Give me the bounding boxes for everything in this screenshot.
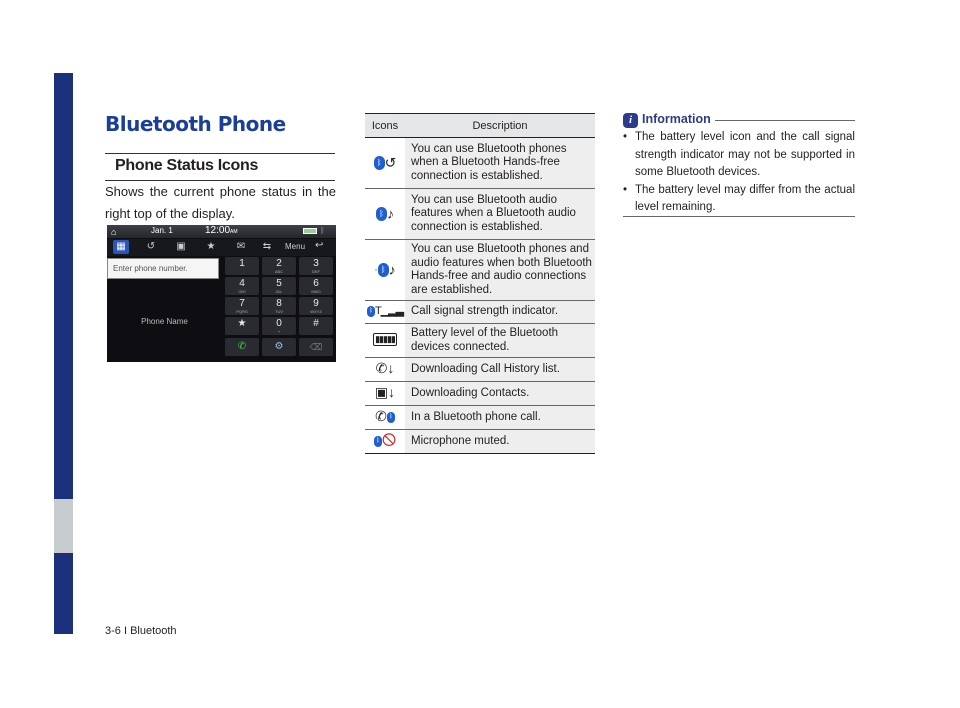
download-contacts-icon: ▣↓: [365, 382, 405, 406]
list-item: • The battery level icon and the call signal strength indicator may not be supported in some Bluetooth devices.: [623, 131, 855, 178]
key-4: 4 GHI: [225, 277, 259, 295]
menu-label: Menu: [285, 242, 306, 251]
gear-icon: ⚙: [262, 338, 296, 356]
table-cell-description: Battery level of the Bluetooth devices connected.: [405, 324, 595, 358]
table-cell-description: You can use Bluetooth phones when a Bluetooth Hands-free connection is established.: [405, 138, 595, 189]
battery-level-icon: ▮▮▮▮▮: [365, 324, 405, 358]
phone-number-placeholder: Enter phone number.: [113, 264, 188, 273]
table-cell-description: Downloading Call History list.: [405, 358, 595, 382]
home-icon: ⌂: [111, 227, 117, 237]
information-title: Information: [642, 112, 711, 126]
phone-name: Phone Name: [141, 317, 188, 326]
information-bottom-divider: [623, 216, 855, 217]
key-hash: #: [299, 317, 333, 335]
section-heading: Phone Status Icons: [115, 157, 259, 174]
status-icons-table: [365, 113, 595, 454]
status-time: 12:00AM: [205, 225, 238, 236]
dial-tab-icon: ▦: [113, 240, 129, 254]
table-cell-description: Call signal strength indicator.: [405, 301, 595, 324]
table-cell-description: You can use Bluetooth phones and audio features when both Bluetooth Hands-free and audio connections are established.: [405, 240, 595, 301]
information-divider: [715, 120, 855, 121]
table-row: [365, 138, 595, 189]
contacts-tab-icon: ▣: [176, 241, 186, 252]
bluetooth-handsfree-audio-icon: · ᛒ ♪: [365, 240, 405, 301]
table-row: [365, 406, 595, 430]
key-8: 8 TUV: [262, 297, 296, 315]
sidebar-bar: [54, 73, 73, 499]
sidebar-bar-bottom: [54, 553, 73, 634]
favorites-tab-icon: ★: [206, 241, 216, 252]
phone-number-field: [107, 258, 219, 279]
delete-icon: ⌫: [299, 338, 333, 356]
bluetooth-call-icon: ✆ ᛒ: [365, 406, 405, 430]
table-cell-description: In a Bluetooth phone call.: [405, 406, 595, 430]
key-2: 2 ABC: [262, 257, 296, 275]
signal-strength-icon: ᛒ T▁▂▃: [365, 301, 405, 324]
table-row: [365, 324, 595, 358]
status-date: Jan. 1: [151, 226, 173, 235]
key-9: 9 WXYZ: [299, 297, 333, 315]
table-row: [365, 382, 595, 406]
call-icon: ✆: [225, 338, 259, 356]
switch-device-icon: ⇆: [262, 241, 272, 252]
table-row: [365, 430, 595, 454]
key-5: 5 JKL: [262, 277, 296, 295]
back-icon: ↩: [315, 240, 324, 251]
key-1: 1: [225, 257, 259, 275]
table-cell-description: You can use Bluetooth audio features when a Bluetooth audio connection is established.: [405, 189, 595, 240]
table-row: [365, 301, 595, 324]
table-header-row: [365, 114, 595, 138]
battery-icon: [303, 228, 317, 234]
sidebar-section-marker: [54, 499, 73, 553]
bluetooth-handsfree-icon: ᛒ ↺: [365, 138, 405, 189]
table-header-icons: Icons: [365, 114, 405, 138]
key-6: 6 MNO: [299, 277, 333, 295]
page-title: Bluetooth Phone: [105, 112, 286, 136]
download-call-history-icon: ✆↓: [365, 358, 405, 382]
table-row: [365, 358, 595, 382]
table-cell-description: Downloading Contacts.: [405, 382, 595, 406]
table-header-description: Description: [405, 114, 595, 138]
list-item: • The battery level may differ from the actual level remaining.: [623, 183, 855, 213]
intro-text: Shows the current phone status in the right top of the display.: [105, 184, 336, 221]
phone-screen-image: [107, 225, 336, 362]
information-header: [623, 112, 855, 128]
page-footer: 3-6 I Bluetooth: [105, 625, 177, 637]
key-7: 7 PQRS: [225, 297, 259, 315]
section-heading-box: [105, 153, 335, 181]
status-bar: [107, 225, 336, 238]
bluetooth-icon: ᛒ: [320, 226, 325, 235]
tab-bar: [107, 239, 336, 256]
table-row: [365, 240, 595, 301]
info-icon: i: [623, 113, 638, 128]
bluetooth-audio-icon: ᛒ ♪: [365, 189, 405, 240]
microphone-muted-icon: ᛒ 🛇: [365, 430, 405, 454]
message-tab-icon: ✉: [236, 241, 246, 252]
call-history-tab-icon: ↺: [146, 241, 156, 252]
table-row: [365, 189, 595, 240]
table-cell-description: Microphone muted.: [405, 430, 595, 454]
information-list: [623, 129, 855, 217]
key-0: 0 +: [262, 317, 296, 335]
key-star: ★: [225, 317, 259, 335]
key-3: 3 DEF: [299, 257, 333, 275]
